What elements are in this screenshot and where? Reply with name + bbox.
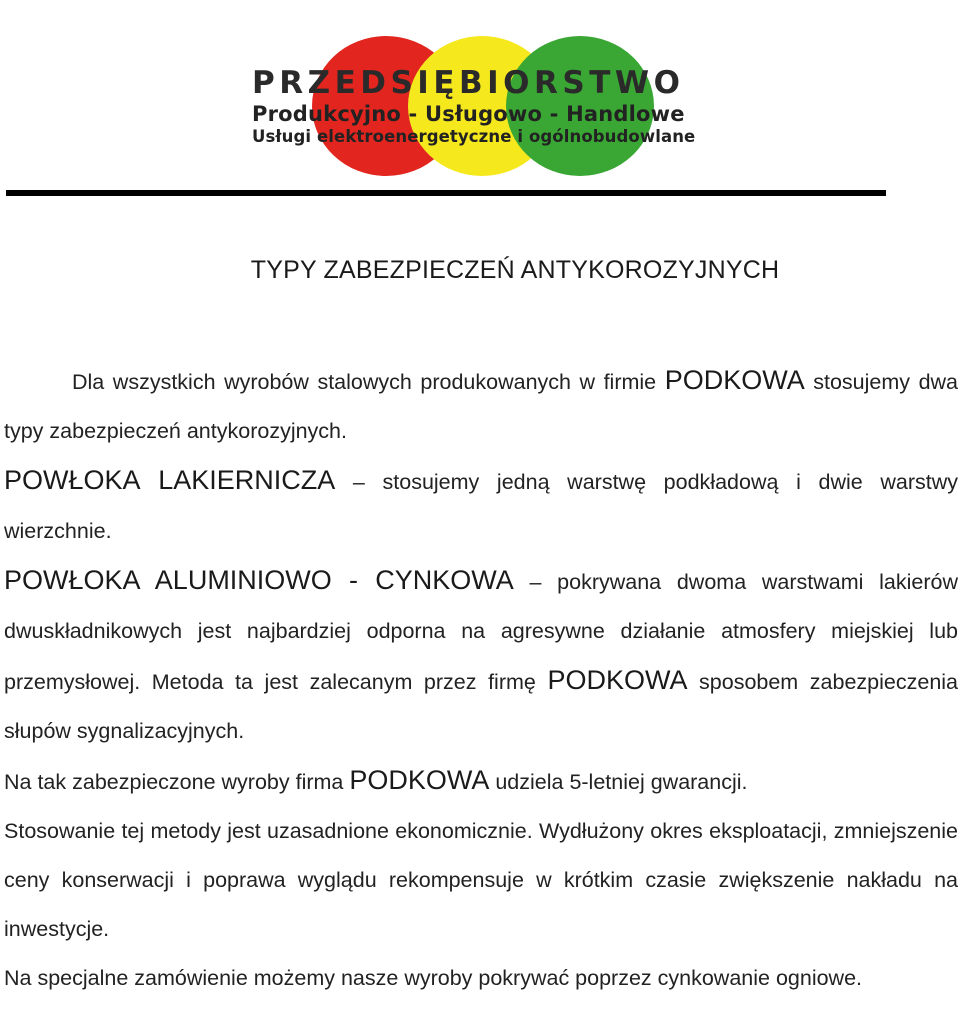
document-body xyxy=(4,356,958,1003)
paragraph-galvanizing: Na specjalne zamówienie możemy nasze wyroby pokrywać poprzez cynkowanie ogniowe. xyxy=(4,966,863,990)
intro-text-b: stosujemy dwa typy zabezpieczeń antykorozyjnych. xyxy=(4,370,959,443)
lacquer-text: – stosujemy jedną warstwę podkładową i dwie warstwy wierzchnie. xyxy=(4,470,959,543)
page-title: TYPY ZABEZPIECZEŃ ANTYKOROZYJNYCH xyxy=(250,256,780,284)
brand-name: PODKOWA xyxy=(547,665,688,695)
alu-zinc-text-a: – pokrywana dwoma warstwami lakierów dwuskładnikowych jest najbardziej odporna na agresywne działanie atmosfery miejskiej lub przemysłowej. Metoda ta jest zalecanym przez firmę xyxy=(4,570,958,694)
logo-line-1: PRZEDSIĘBIORSTWO xyxy=(252,65,685,101)
paragraph-economics: Stosowanie tej metody jest uzasadnione ekonomicznie. Wydłużony okres eksploatacji, zmniejszenie ceny konserwacji i poprawa wyglądu rekompensuje w krótkim czasie zwiększenie nakładu na inwestycje. xyxy=(4,819,958,941)
warranty-text-a: Na tak zabezpieczone wyroby firma xyxy=(4,770,350,794)
header-divider xyxy=(6,190,886,196)
alu-zinc-text-b: sposobem zabezpieczenia słupów sygnalizacyjnych. xyxy=(4,670,959,743)
logo-line-2: Produkcyjno - Usługowo - Handlowe xyxy=(252,102,685,126)
intro-text-a: Dla wszystkich wyrobów stalowych produkowanych w firmie xyxy=(72,370,665,394)
warranty-text-b: udziela 5-letniej gwarancji. xyxy=(489,770,748,794)
logo-line-3: Usługi elektroenergetyczne i ogólnobudowlane xyxy=(252,127,696,146)
brand-name: PODKOWA xyxy=(664,365,805,395)
paragraph-lacquer xyxy=(4,456,958,556)
term-lacquer: POWŁOKA LAKIERNICZA xyxy=(4,465,336,495)
paragraph-intro xyxy=(4,356,958,456)
paragraph-warranty xyxy=(4,756,958,807)
term-alu-zinc: POWŁOKA ALUMINIOWO - CYNKOWA xyxy=(4,565,514,595)
paragraph-alu-zinc xyxy=(4,556,958,756)
company-logo xyxy=(216,30,736,180)
brand-name: PODKOWA xyxy=(349,765,490,795)
logo-text xyxy=(252,66,722,147)
